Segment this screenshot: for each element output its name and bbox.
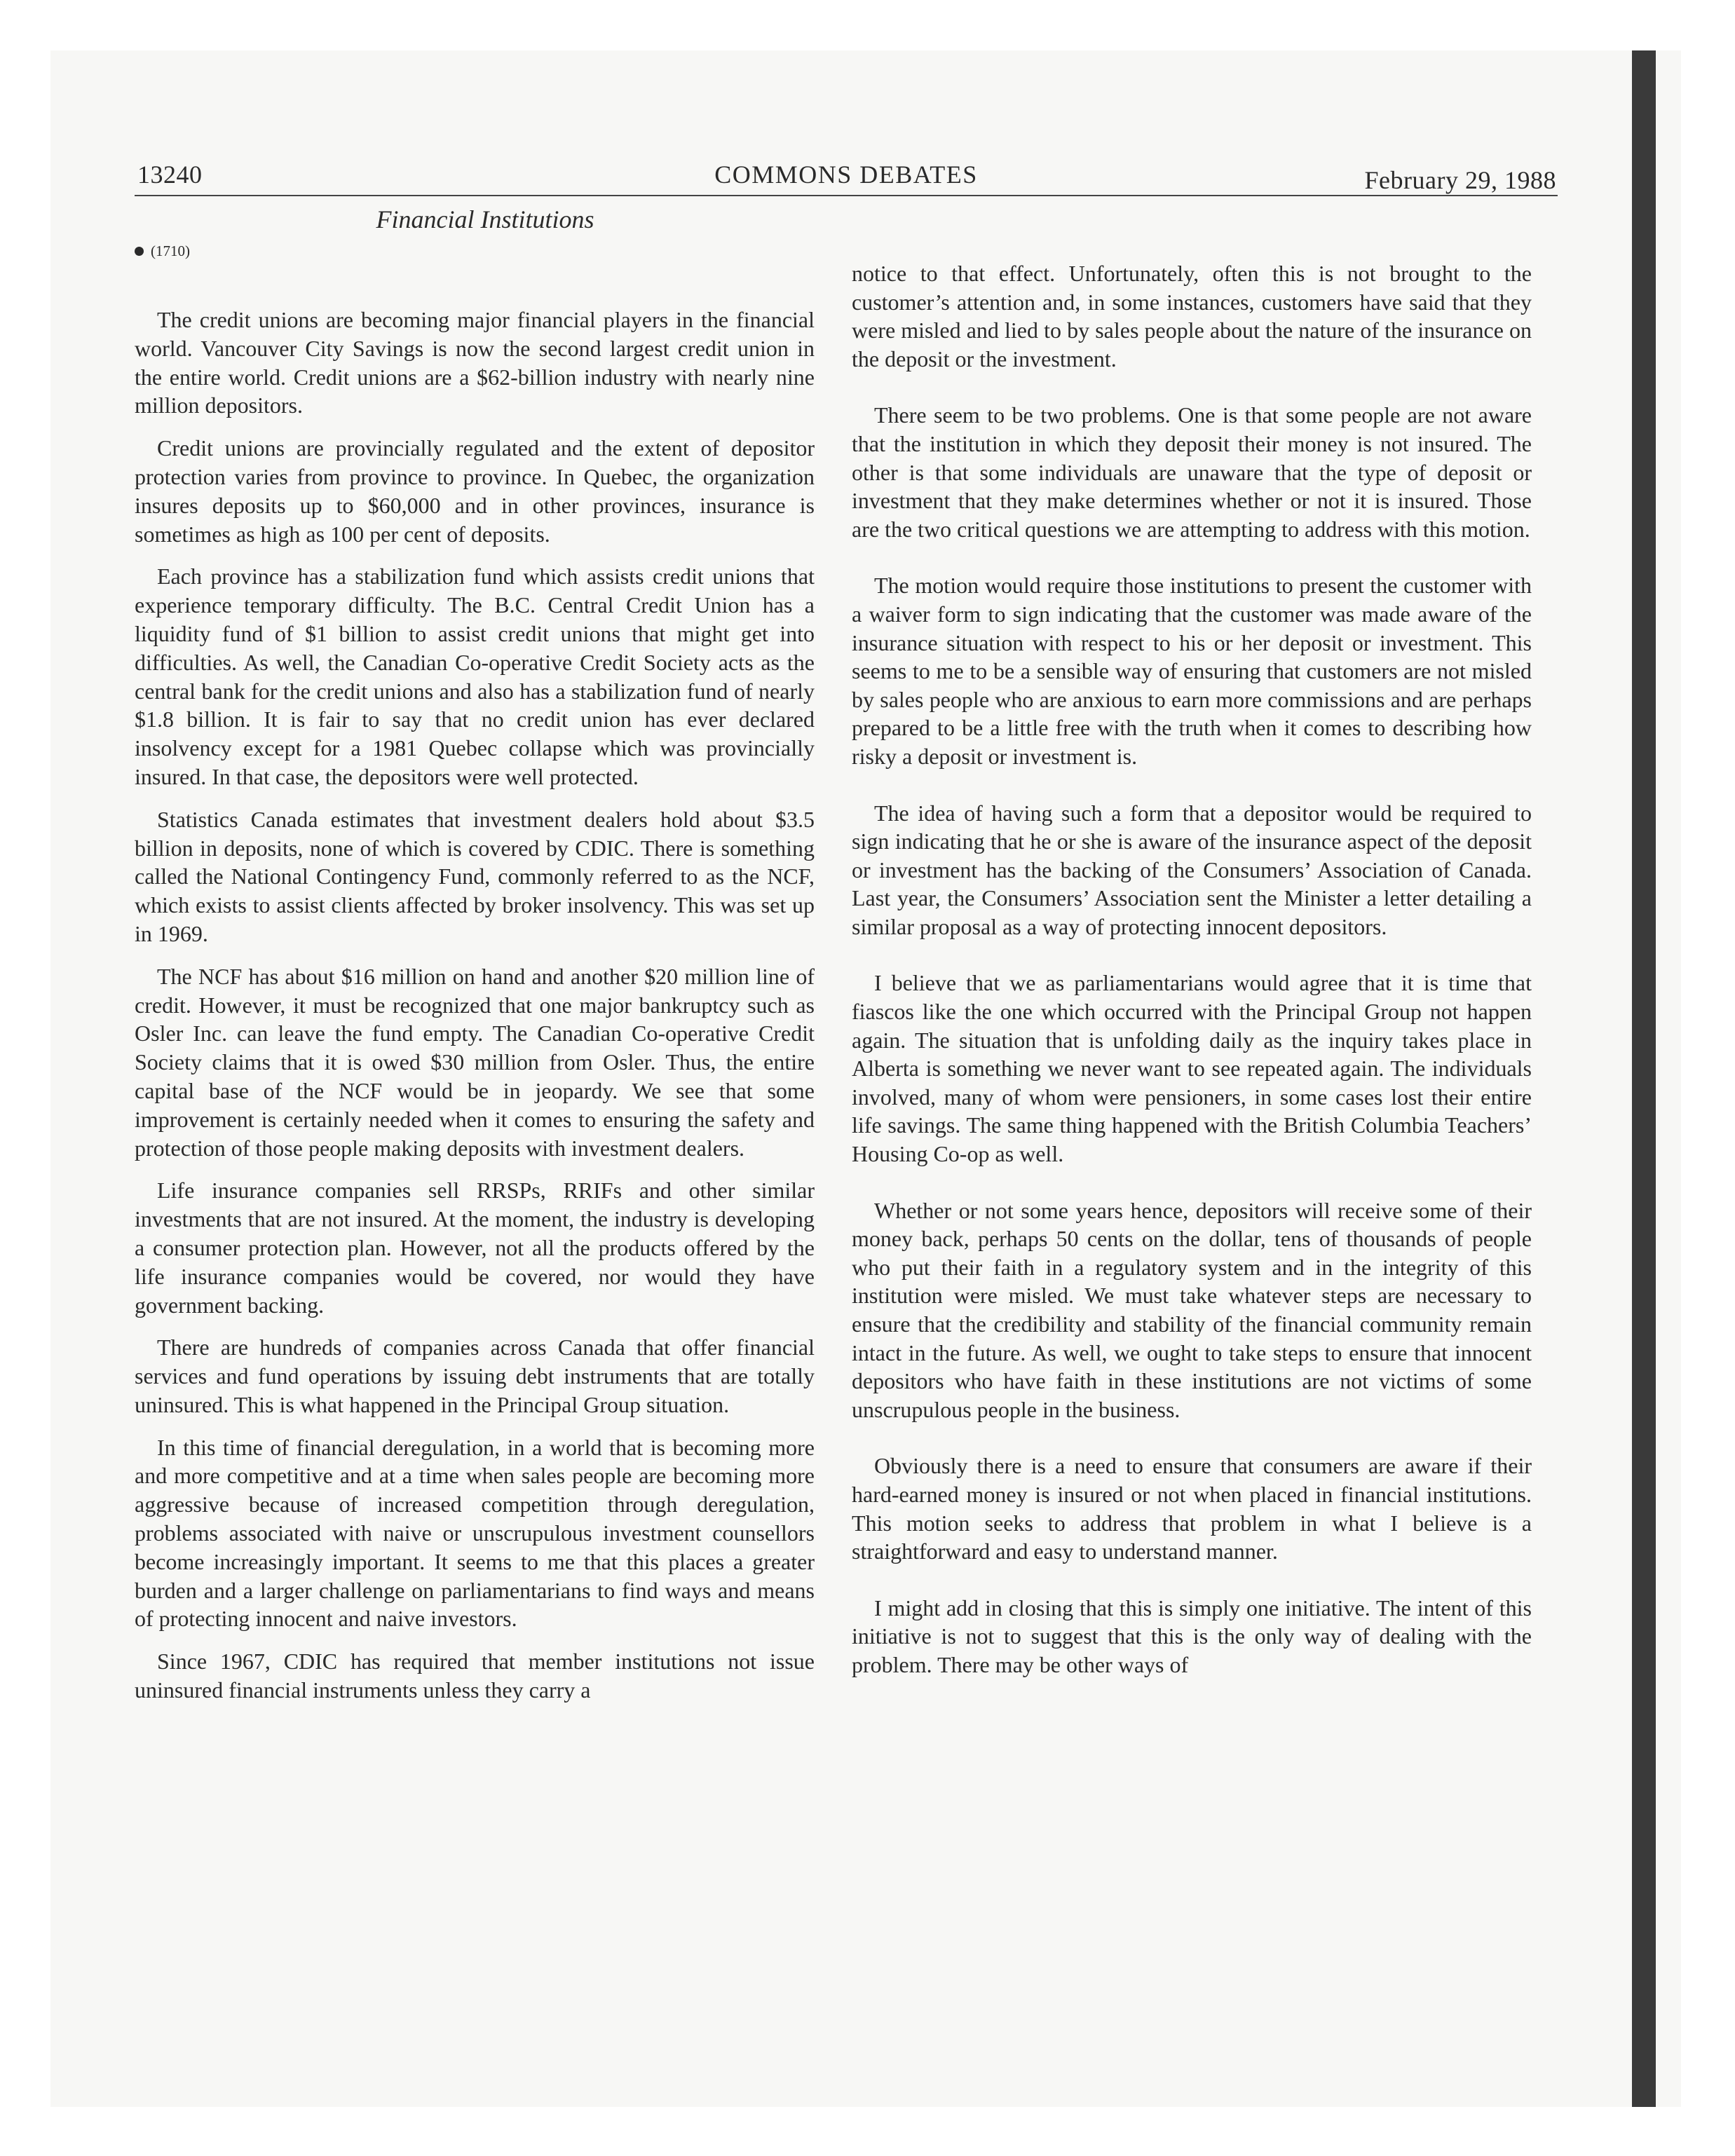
paragraph: The NCF has about $16 million on hand and another $20 million line of credit. However, it must be recognized that one major bankruptcy such as Osler Inc. can leave the fund empty. The Canadian Co-operative Credit Society claims that it is owed $30 million from Osler. Thus, the entire capital base of the NCF would be in jeopardy. We see that some improvement is certainly needed when it comes to ensuring the safety and protection of those people making deposits with investment dealers. [135, 963, 815, 1161]
publication-title: COMMONS DEBATES [714, 161, 978, 189]
paragraph: Credit unions are provincially regulated and the extent of depositor protection varies from province to province. In Quebec, the organization insures deposits up to $60,000 and in other provinces, insurance is sometimes as high as 100 per cent of deposits. [135, 435, 815, 547]
time-marker [135, 243, 190, 260]
paragraph: There are hundreds of companies across Canada that offer financial services and fund operations by issuing debt instruments that are totally uninsured. This is what happened in the Principal Group situation. [135, 1335, 815, 1417]
page-number: 13240 [137, 161, 203, 189]
paragraph: Obviously there is a need to ensure that consumers are aware if their hard-earned money is insured or not when placed in financial institutions. This motion seeks to address that problem in what I believe is a straightforward and easy to understand manner. [852, 1453, 1532, 1564]
bullet-icon [135, 247, 144, 256]
header-rule [135, 195, 1558, 196]
paragraph: I might add in closing that this is simply one initiative. The intent of this initiative is not to suggest that this is the only way of dealing with the problem. There may be other ways of [852, 1595, 1532, 1677]
paragraph: The credit unions are becoming major financial players in the financial world. Vancouver City Savings is now the second largest credit union in the entire world. Credit unions are a $62-billion industry with nearly nine million depositors. [135, 307, 815, 418]
section-title: Financial Institutions [376, 205, 594, 233]
paragraph: The idea of having such a form that a depositor would be required to sign indicating that he or she is aware of the insurance aspect of the deposit or investment has the backing of the Consumers’ Association of Canada. Last year, the Consumers’ Association sent the Minister a letter detailing a similar proposal as a way of protecting innocent depositors. [852, 800, 1532, 939]
scan-edge-shadow [1632, 50, 1656, 2107]
left-column [135, 306, 815, 1719]
paragraph: Life insurance companies sell RRSPs, RRIFs and other similar investments that are not insured. At the moment, the industry is developing a consumer protection plan. However, not all the products offered by the life insurance companies would be covered, nor would they have government backing. [135, 1178, 815, 1318]
paragraph: Each province has a stabilization fund which assists credit unions that experience temporary difficulty. The B.C. Central Credit Union has a liquidity fund of $1 billion to assist credit unions that might get into difficulties. As well, the Canadian Co-operative Credit Society acts as the central bank for the credit unions and also has a stabilization fund of nearly $1.8 billion. It is fair to say that no credit union has ever declared insolvency except for a 1981 Quebec collapse which was provincially insured. In that case, the depositors were well protected. [135, 564, 815, 789]
paragraph: I believe that we as parliamentarians would agree that it is time that fiascos like the one which occurred with the Principal Group not happen again. The situation that is unfolding daily as the inquiry takes place in Alberta is something we never want to see repeated again. The individuals involved, many of whom were pensioners, in some cases lost their entire life savings. The same thing happened with the British Columbia Teachers’ Housing Co-op as well. [852, 970, 1532, 1167]
paragraph: Statistics Canada estimates that investment dealers hold about $3.5 billion in deposits, none of which is covered by CDIC. There is something called the National Contingency Fund, commonly referred to as the NCF, which exists to assist clients affected by broker insolvency. This was set up in 1969. [135, 806, 815, 946]
time-marker-label: (1710) [151, 243, 190, 259]
paragraph: The motion would require those institutions to present the customer with a waiver form to sign indicating that the customer was made aware of the insurance situation with respect to his or her deposit or investment. This seems to me to be a sensible way of ensuring that customers are not misled by sales people who are anxious to earn more commissions and are perhaps prepared to be a little free with the truth when it comes to describing how risky a deposit or investment is. [852, 573, 1532, 769]
paragraph: There seem to be two problems. One is that some people are not aware that the institution in which they deposit their money is not insured. The other is that some individuals are unaware that the type of deposit or investment that they make determines whether or not it is insured. Those are the two critical questions we are attempting to address with this motion. [852, 402, 1532, 542]
paragraph: Since 1967, CDIC has required that member institutions not issue uninsured financial instruments unless they carry a [135, 1649, 815, 1703]
paragraph-continuation: notice to that effect. Unfortunately, often this is not brought to the customer’s attention and, in some instances, customers have said that they were misled and lied to by sales people about the nature of the insurance on the deposit or the investment. [852, 261, 1532, 371]
paragraph: In this time of financial deregulation, in a world that is becoming more and more competitive and at a time when sales people are becoming more aggressive because of increased competition through deregulation, problems associated with naive or unscrupulous investment counsellors become increasingly important. It seems to me that this places a greater burden and a larger challenge on parliamentarians to find ways and means of protecting innocent and naive investors. [135, 1434, 815, 1632]
right-column [852, 259, 1532, 1707]
paragraph: Whether or not some years hence, depositors will receive some of their money back, perhaps 50 cents on the dollar, tens of thousands of people who put their faith in a regulatory system and in the integrity of this institution were misled. We must take whatever steps are necessary to ensure that the credibility and stability of the financial community remain intact in the future. As well, we ought to take steps to ensure that innocent depositors who have faith in these institutions are not victims of some unscrupulous people in the business. [852, 1197, 1532, 1422]
page-header [135, 150, 1558, 196]
publication-date: February 29, 1988 [1364, 166, 1556, 194]
